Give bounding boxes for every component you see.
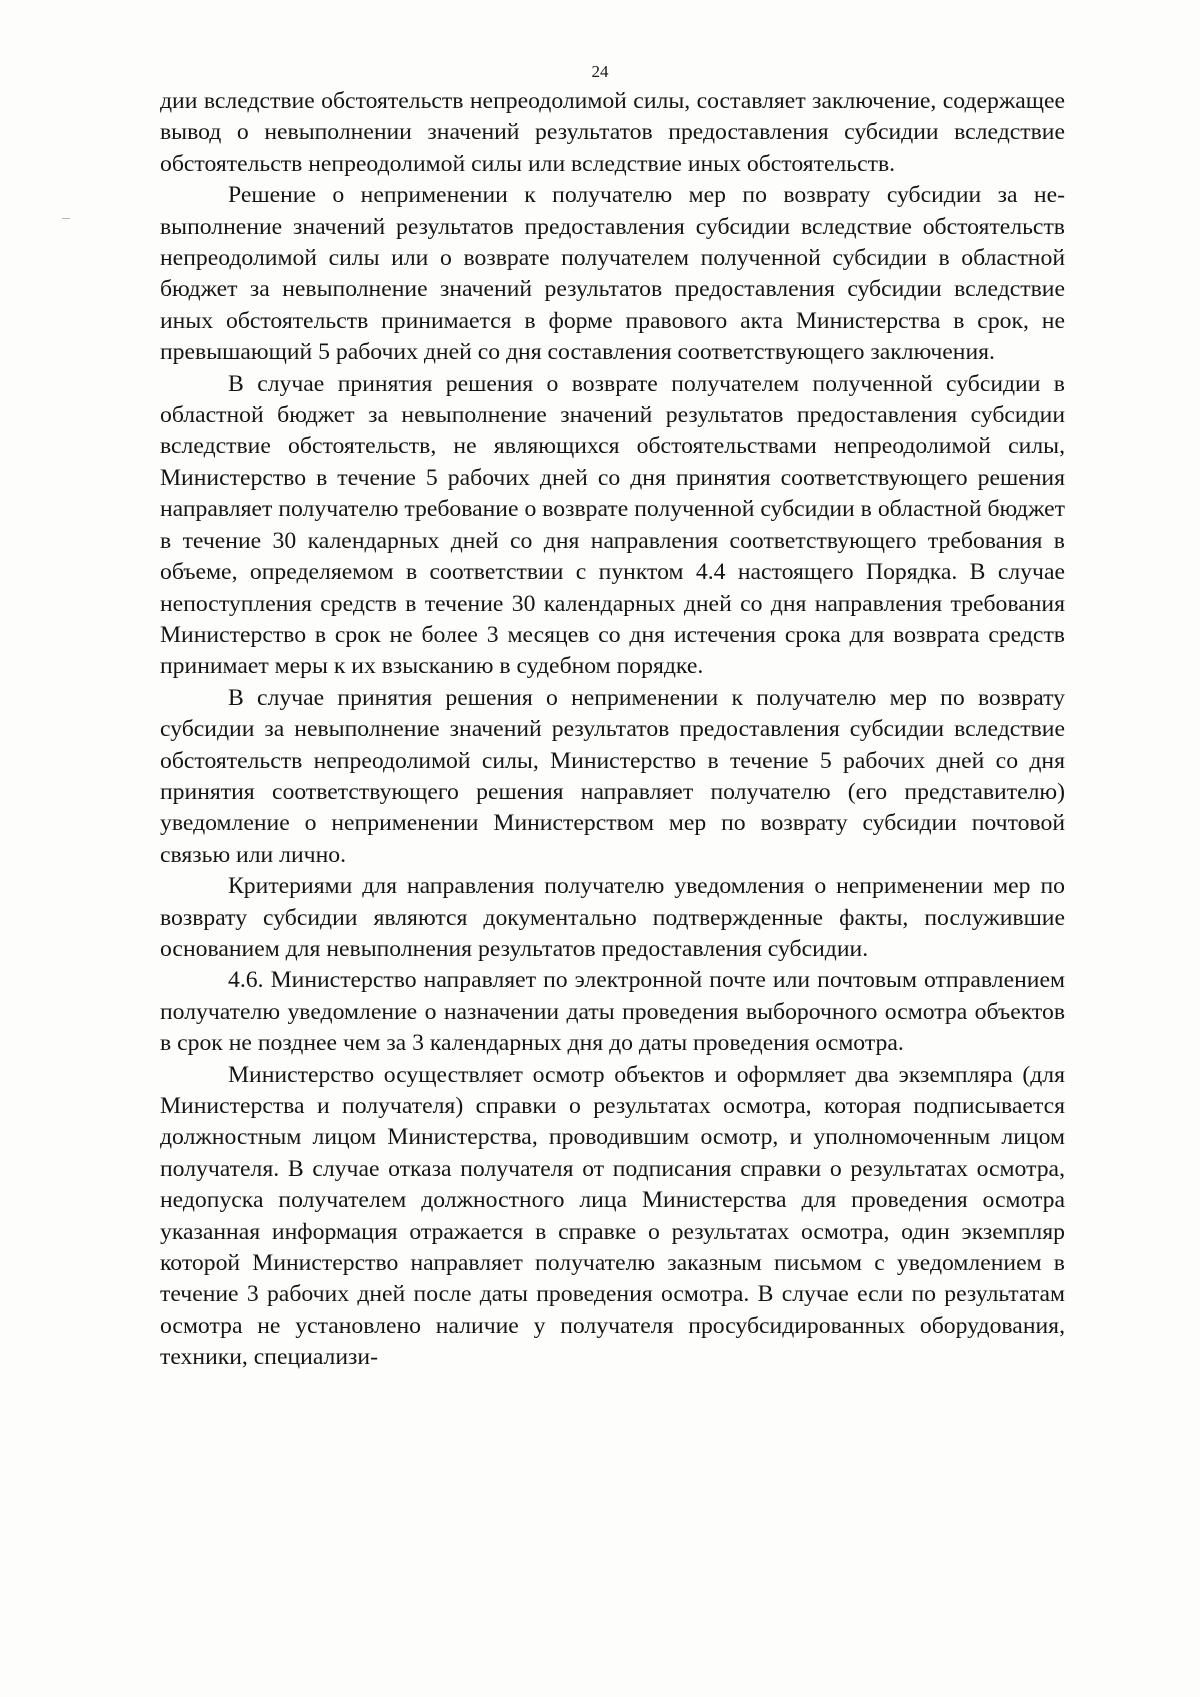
paragraph-continuation: дии вследствие обстоятельств непреодолимой силы, составляет заключение, содержащее вывод о невыполнении значений результатов предоставления субсидии вследствие обстоятельств непреодолимой силы или вследствие иных обстоятельств. bbox=[160, 88, 1065, 177]
document-body bbox=[160, 86, 1065, 1374]
paragraph-clause-4-6: 4.6. Министерство направляет по электронной почте или почтовым отправлением получателю уведомление о назначении даты проведения выборочного осмотра объектов в срок не позднее чем за 3 календарных дня до даты проведения осмотра. bbox=[160, 967, 1065, 1057]
page-number: 24 bbox=[591, 62, 609, 81]
paragraph-non-application: В случае принятия решения о неприменении к получателю мер по возврату субсидии за невыполнение значений результатов предоставления субсидии вследствие обстоятельств непреодолимой силы, Министерство в течение 5 рабочих дней со дня принятия соответствующего решения направляет получателю (его представителю) уведомление о неприменении Министерством мер по возврату субсидии почтовой связью или лично. bbox=[160, 684, 1065, 868]
paragraph-criteria: Критериями для направления получателю уведомления о неприменении мер по возврату субсидии являются документально подтвержденные факты, послужившие основанием для невыполнения результатов предоставления субсидии. bbox=[160, 873, 1065, 962]
scan-margin-mark bbox=[62, 218, 70, 219]
paragraph-inspection: Министерство осуществляет осмотр объектов и оформляет два экземпляра (для Министерства и получателя) справки о результатах осмотра, которая подписывается должностным лицом Министерства, проводившим осмотр, и уполномоченным лицом получателя. В случае отказа получателя от подписания справки о результатах осмотра, недопуска получателем должностного лица Министерства для проведения осмотра указанная информация отражается в справке о результатах осмотра, один экземпляр которой Министерство направляет получателю заказным письмом с уведомлением в течение 3 рабочих дней после даты проведения осмотра. В случае если по результатам осмотра не установлено наличие у получателя просубсидированных оборудования, техники, специализи- bbox=[160, 1061, 1065, 1371]
paragraph-return-subsidy: В случае принятия решения о возврате получателем полученной субсидии в областной бюджет за невыполнение значений результатов предоставления субсидии вследствие обстоятельств, не являющихся обстоятельствами непреодолимой силы, Министерство в течение 5 рабочих дней со дня принятия соответствующего решения направляет получателю требование о возврате полученной субсидии в областной бюджет в течение 30 календарных дней со дня направления соответствующего требования в объеме, определяемом в соответствии с пунктом 4.4 настоящего Порядка. В случае непоступления средств в течение 30 календарных дней со дня направления требования Министерство в срок не более 3 месяцев со дня истечения срока для возврата средств принимает меры к их взысканию в судебном порядке. bbox=[160, 370, 1065, 680]
paragraph-decision: Решение о неприменении к получателю мер по возврату субсидии за невыполнение значений результатов предоставления субсидии вследствие обстоятельств непреодолимой силы или о возврате получателем полученной субсидии в областной бюджет за невыполнение значений результатов предоставления субсидии вследствие иных обстоятельств принимается в форме правового акта Министерства в срок, не превышающий 5 рабочих дней со дня составления соответствующего заключения. bbox=[160, 182, 1065, 366]
